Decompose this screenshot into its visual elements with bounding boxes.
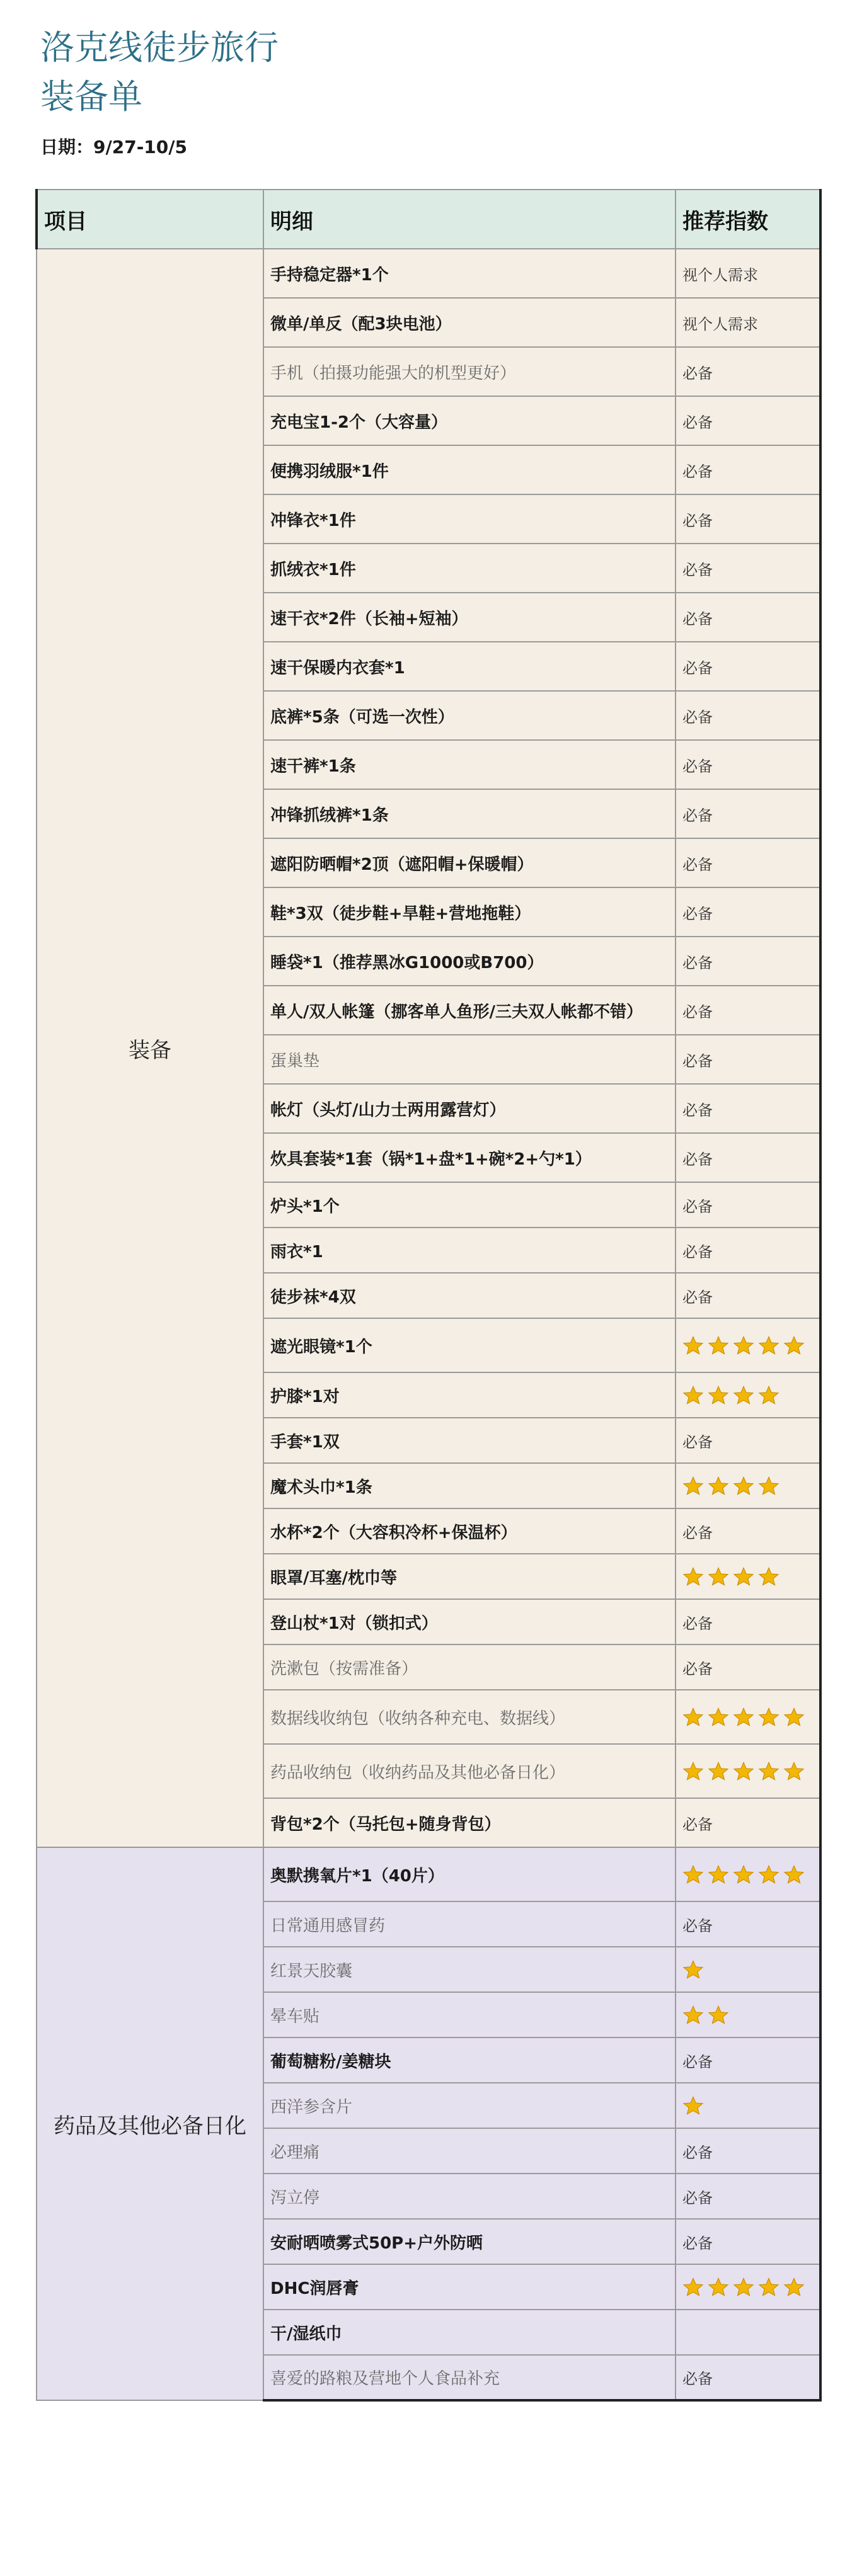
item-detail: 药品收纳包（收纳药品及其他必备日化） — [263, 1744, 676, 1798]
star-icon — [682, 1762, 704, 1781]
item-rating: 必备 — [676, 1035, 820, 1084]
star-icon — [682, 1707, 704, 1726]
column-header-category: 项目 — [37, 190, 263, 249]
star-icon — [783, 1707, 805, 1726]
item-rating: 必备 — [676, 2219, 820, 2264]
star-rating — [682, 2096, 808, 2115]
item-detail: 日常通用感冒药 — [263, 1901, 676, 1947]
item-detail: 洗漱包（按需准备） — [263, 1644, 676, 1690]
item-detail: 必理痛 — [263, 2128, 676, 2174]
item-detail: 微单/单反（配3块电池） — [263, 298, 676, 347]
item-detail: 便携羽绒服*1件 — [263, 445, 676, 494]
star-rating — [682, 1386, 808, 1405]
item-rating — [676, 1554, 820, 1599]
column-header-rating: 推荐指数 — [676, 190, 820, 249]
star-icon — [682, 1386, 704, 1405]
date-value: 9/27-10/5 — [93, 137, 187, 157]
item-detail: 鞋*3双（徒步鞋+旱鞋+营地拖鞋） — [263, 887, 676, 937]
item-detail: 帐灯（头灯/山力士两用露营灯） — [263, 1084, 676, 1133]
item-rating — [676, 1947, 820, 1992]
item-rating — [676, 2310, 820, 2355]
star-icon — [733, 2277, 754, 2296]
star-icon — [783, 2277, 805, 2296]
page-header — [40, 25, 797, 159]
star-icon — [682, 1476, 704, 1495]
star-icon — [682, 2096, 704, 2115]
star-icon — [682, 1336, 704, 1355]
star-icon — [708, 2277, 729, 2296]
star-icon — [708, 1386, 729, 1405]
star-icon — [708, 1336, 729, 1355]
item-detail: 背包*2个（马托包+随身背包） — [263, 1798, 676, 1847]
date-label: 日期： — [40, 137, 94, 157]
item-detail: 充电宝1-2个（大容量） — [263, 396, 676, 445]
item-detail: 冲锋抓绒裤*1条 — [263, 789, 676, 838]
table-header-row — [37, 190, 820, 249]
item-detail: 安耐晒喷雾式50P+户外防晒 — [263, 2219, 676, 2264]
item-detail: 奥默携氧片*1（40片） — [263, 1847, 676, 1901]
item-rating: 必备 — [676, 1508, 820, 1554]
item-rating: 必备 — [676, 1798, 820, 1847]
item-detail: 数据线收纳包（收纳各种充电、数据线） — [263, 1690, 676, 1744]
item-detail: 底裤*5条（可选一次性） — [263, 691, 676, 740]
star-icon — [682, 1567, 704, 1586]
star-rating — [682, 1865, 808, 1884]
table-row — [37, 1847, 820, 1901]
item-rating: 视个人需求 — [676, 298, 820, 347]
item-rating — [676, 1463, 820, 1508]
date-line — [40, 134, 797, 159]
item-detail: 手持稳定器*1个 — [263, 249, 676, 298]
item-rating: 必备 — [676, 986, 820, 1035]
star-rating — [682, 2277, 808, 2296]
item-rating: 必备 — [676, 593, 820, 642]
item-rating: 必备 — [676, 937, 820, 986]
item-rating — [676, 1372, 820, 1418]
item-rating: 必备 — [676, 445, 820, 494]
star-icon — [758, 1762, 779, 1781]
item-detail: 速干保暖内衣套*1 — [263, 642, 676, 691]
item-detail: 蛋巢垫 — [263, 1035, 676, 1084]
item-rating — [676, 1992, 820, 2037]
table-row — [37, 249, 820, 298]
item-rating: 必备 — [676, 494, 820, 544]
star-icon — [733, 1865, 754, 1884]
star-icon — [708, 1762, 729, 1781]
item-detail: 泻立停 — [263, 2174, 676, 2219]
item-rating: 必备 — [676, 347, 820, 396]
star-icon — [708, 1707, 729, 1726]
star-icon — [758, 2277, 779, 2296]
star-icon — [733, 1336, 754, 1355]
star-icon — [758, 1865, 779, 1884]
star-icon — [733, 1567, 754, 1586]
item-rating — [676, 1690, 820, 1744]
item-detail: 葡萄糖粉/姜糖块 — [263, 2037, 676, 2083]
item-rating: 必备 — [676, 1084, 820, 1133]
star-icon — [733, 1707, 754, 1726]
item-rating: 必备 — [676, 2174, 820, 2219]
star-rating — [682, 1476, 808, 1495]
star-icon — [682, 2277, 704, 2296]
item-rating: 必备 — [676, 1418, 820, 1463]
star-icon — [682, 2005, 704, 2024]
star-icon — [708, 1567, 729, 1586]
star-icon — [758, 1336, 779, 1355]
item-rating: 必备 — [676, 544, 820, 593]
category-cell: 装备 — [37, 249, 263, 1847]
item-rating — [676, 1744, 820, 1798]
item-rating: 视个人需求 — [676, 249, 820, 298]
item-rating: 必备 — [676, 887, 820, 937]
star-rating — [682, 1567, 808, 1586]
item-detail: 速干衣*2件（长袖+短袖） — [263, 593, 676, 642]
item-rating: 必备 — [676, 642, 820, 691]
item-rating: 必备 — [676, 1182, 820, 1228]
item-rating: 必备 — [676, 1133, 820, 1182]
star-icon — [758, 1707, 779, 1726]
item-detail: 登山杖*1对（锁扣式） — [263, 1599, 676, 1644]
item-detail: 遮阳防晒帽*2顶（遮阳帽+保暖帽） — [263, 838, 676, 887]
item-detail: 冲锋衣*1件 — [263, 494, 676, 544]
star-icon — [682, 1960, 704, 1979]
page-subtitle: 装备单 — [40, 77, 142, 117]
item-detail: 炊具套装*1套（锅*1+盘*1+碗*2+勺*1） — [263, 1133, 676, 1182]
item-rating: 必备 — [676, 2128, 820, 2174]
item-detail: 西洋参含片 — [263, 2083, 676, 2128]
item-detail: 速干裤*1条 — [263, 740, 676, 789]
star-rating — [682, 1336, 808, 1355]
item-detail: 睡袋*1（推荐黑冰G1000或B700） — [263, 937, 676, 986]
star-icon — [758, 1476, 779, 1495]
star-icon — [783, 1865, 805, 1884]
item-detail: 红景天胶囊 — [263, 1947, 676, 1992]
star-icon — [682, 1865, 704, 1884]
star-icon — [783, 1336, 805, 1355]
item-rating: 必备 — [676, 1228, 820, 1273]
column-header-detail: 明细 — [263, 190, 676, 249]
table-body — [37, 249, 820, 2400]
item-rating: 必备 — [676, 396, 820, 445]
item-rating — [676, 2083, 820, 2128]
star-rating — [682, 2005, 808, 2024]
item-rating: 必备 — [676, 1599, 820, 1644]
star-icon — [733, 1386, 754, 1405]
star-rating — [682, 1762, 808, 1781]
item-detail: 手套*1双 — [263, 1418, 676, 1463]
star-icon — [708, 1865, 729, 1884]
item-detail: 徒步袜*4双 — [263, 1273, 676, 1318]
item-detail: 雨衣*1 — [263, 1228, 676, 1273]
star-icon — [783, 1762, 805, 1781]
item-rating: 必备 — [676, 1644, 820, 1690]
star-icon — [708, 1476, 729, 1495]
item-detail: 遮光眼镜*1个 — [263, 1318, 676, 1372]
star-rating — [682, 1960, 808, 1979]
star-icon — [758, 1386, 779, 1405]
item-rating — [676, 2264, 820, 2310]
star-icon — [733, 1762, 754, 1781]
item-detail: 晕车贴 — [263, 1992, 676, 2037]
item-rating: 必备 — [676, 838, 820, 887]
item-detail: 抓绒衣*1件 — [263, 544, 676, 593]
item-rating: 必备 — [676, 789, 820, 838]
item-rating — [676, 1318, 820, 1372]
item-detail: 护膝*1对 — [263, 1372, 676, 1418]
star-rating — [682, 1707, 808, 1726]
item-rating: 必备 — [676, 1901, 820, 1947]
item-rating: 必备 — [676, 1273, 820, 1318]
item-rating: 必备 — [676, 2037, 820, 2083]
star-icon — [758, 1567, 779, 1586]
category-cell: 药品及其他必备日化 — [37, 1847, 263, 2400]
star-icon — [708, 2005, 729, 2024]
item-detail: 干/湿纸巾 — [263, 2310, 676, 2355]
item-detail: 喜爱的路粮及营地个人食品补充 — [263, 2355, 676, 2400]
item-detail: DHC润唇膏 — [263, 2264, 676, 2310]
equipment-table — [35, 189, 822, 2402]
item-detail: 炉头*1个 — [263, 1182, 676, 1228]
item-detail: 手机（拍摄功能强大的机型更好） — [263, 347, 676, 396]
page-title: 洛克线徒步旅行 — [40, 28, 279, 67]
item-detail: 魔术头巾*1条 — [263, 1463, 676, 1508]
item-detail: 单人/双人帐篷（挪客单人鱼形/三夫双人帐都不错） — [263, 986, 676, 1035]
item-rating: 必备 — [676, 2355, 820, 2400]
item-detail: 眼罩/耳塞/枕巾等 — [263, 1554, 676, 1599]
item-detail: 水杯*2个（大容积冷杯+保温杯） — [263, 1508, 676, 1554]
item-rating — [676, 1847, 820, 1901]
item-rating: 必备 — [676, 691, 820, 740]
star-icon — [733, 1476, 754, 1495]
item-rating: 必备 — [676, 740, 820, 789]
